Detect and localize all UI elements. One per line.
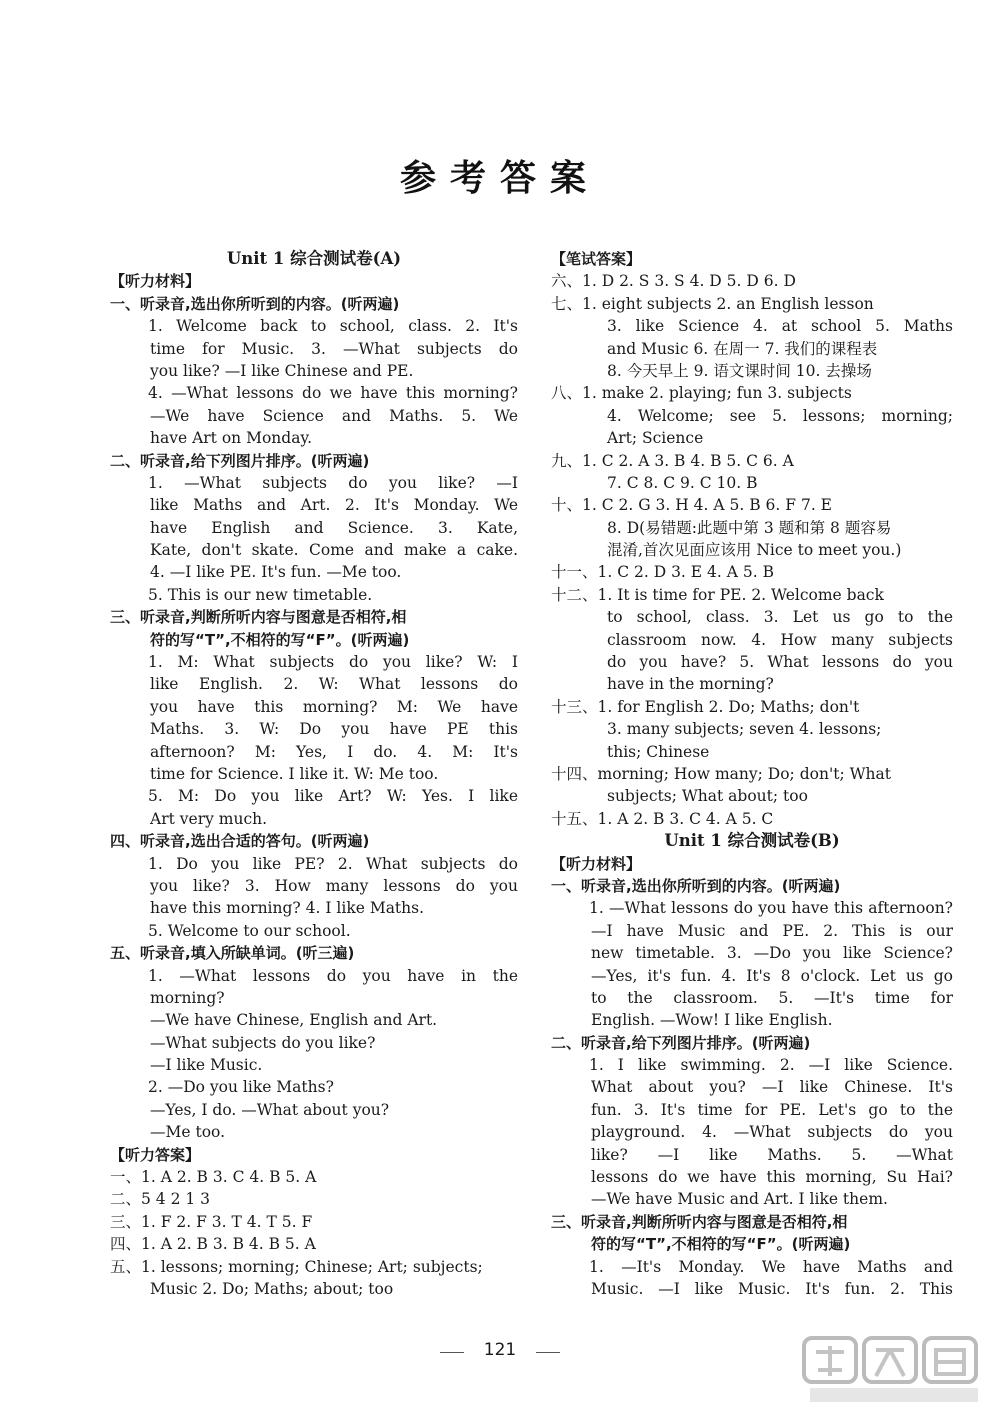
- left-column-line: have English and Science. 3. Kate,: [150, 518, 518, 537]
- right-column-line: 十一、1. C 2. D 3. E 4. A 5. B: [551, 563, 774, 582]
- page-number-dash-right: [536, 1352, 560, 1353]
- left-column-line: Kate, don't skate. Come and make a cake.: [150, 541, 518, 560]
- left-column-line: 1. Welcome back to school, class. 2. It's: [148, 317, 518, 336]
- left-column-line: like Maths and Art. 2. It's Monday. We: [150, 496, 518, 515]
- left-column-line: —Yes, I do. —What about you?: [150, 1100, 390, 1119]
- right-column-line: 十、1. C 2. G 3. H 4. A 5. B 6. F 7. E: [551, 496, 832, 515]
- right-column-line: Music. —I like Music. It's fun. 2. This: [591, 1279, 953, 1298]
- right-column-line: 7. C 8. C 9. C 10. B: [607, 473, 758, 492]
- right-column-line: have in the morning?: [607, 675, 774, 694]
- left-column-line: 1. —What subjects do you like? —I: [148, 473, 518, 492]
- right-column-line: 二、听录音,给下列图片排序。(听两遍): [551, 1033, 811, 1052]
- left-column-line: afternoon? M: Yes, I do. 4. M: It's: [150, 742, 518, 761]
- left-column-line: you have this morning? M: We have: [150, 697, 518, 716]
- right-column-line: 十五、1. A 2. B 3. C 4. A 5. C: [551, 809, 774, 828]
- watermark-logo-icon: [800, 1330, 988, 1404]
- left-column-line: time for Science. I like it. W: Me too.: [150, 764, 439, 783]
- right-column-line: —Yes, it's fun. 4. It's 8 o'clock. Let us go: [591, 966, 953, 985]
- right-column-line: classroom now. 4. How many subjects: [607, 630, 953, 649]
- left-column-line: —I like Music.: [150, 1056, 263, 1075]
- left-column-line: 三、1. F 2. F 3. T 4. T 5. F: [110, 1212, 313, 1231]
- right-column-line: like? —I like Maths. 5. —What: [591, 1145, 953, 1164]
- left-column-line: 二、听录音,给下列图片排序。(听两遍): [110, 451, 370, 470]
- left-column-line: 二、5 4 2 1 3: [110, 1190, 211, 1209]
- right-column-line: 1. —What lessons do you have this afternoon?: [589, 899, 953, 918]
- left-column-line: Unit 1 综合测试卷(A): [226, 249, 402, 268]
- right-column-line: do you have? 5. What lessons do you: [607, 653, 953, 672]
- left-column-line: Music 2. Do; Maths; about; too: [150, 1279, 394, 1298]
- right-column-line: to school, class. 3. Let us go to the: [607, 608, 953, 627]
- right-column-line: Unit 1 综合测试卷(B): [664, 831, 840, 851]
- page-title: 参考答案: [399, 157, 600, 199]
- right-column-line: 八、1. make 2. playing; fun 3. subjects: [551, 384, 852, 403]
- left-column-line: 1. —What lessons do you have in the: [148, 966, 518, 985]
- left-column-line: 4. —What lessons do we have this morning?: [148, 384, 518, 403]
- left-column-line: 1. Do you like PE? 2. What subjects do: [148, 854, 518, 873]
- left-column-line: —Me too.: [150, 1123, 226, 1142]
- right-column-line: 十四、morning; How many; Do; don't; What: [551, 764, 891, 783]
- right-column-line: playground. 4. —What subjects do you: [591, 1123, 953, 1142]
- right-column-line: 六、1. D 2. S 3. S 4. D 5. D 6. D: [551, 272, 796, 291]
- left-column-line: —We have Chinese, English and Art.: [150, 1011, 438, 1030]
- right-column-line: fun. 3. It's time for PE. Let's go to the: [591, 1100, 953, 1119]
- left-column-line: you like? —I like Chinese and PE.: [150, 361, 414, 380]
- right-column-line: 十三、1. for English 2. Do; Maths; don't: [551, 697, 860, 716]
- right-column-line: 3. many subjects; seven 4. lessons;: [607, 720, 882, 739]
- right-column-line: 九、1. C 2. A 3. B 4. B 5. C 6. A: [551, 451, 794, 470]
- page-number-dash-left: [440, 1352, 464, 1353]
- left-column-line: have this morning? 4. I like Maths.: [150, 899, 425, 918]
- left-column-line: 五、1. lessons; morning; Chinese; Art; subjects;: [110, 1257, 483, 1276]
- right-column-line: 8. 今天早上 9. 语文课时间 10. 去操场: [607, 361, 872, 380]
- left-column-line: 符的写“T”,不相符的写“F”。(听两遍): [150, 630, 410, 649]
- right-column-line: lessons do we have this morning, Su Hai?: [591, 1168, 953, 1187]
- right-column-line: 一、听录音,选出你所听到的内容。(听两遍): [551, 876, 841, 895]
- right-column-line: to the classroom. 5. —It's time for: [591, 988, 953, 1007]
- left-column-line: —We have Science and Maths. 5. We: [150, 406, 518, 425]
- right-column-line: 符的写“T”,不相符的写“F”。(听两遍): [591, 1235, 851, 1254]
- right-column-line: 1. I like swimming. 2. —I like Science.: [589, 1056, 953, 1075]
- left-column-line: 一、听录音,选出你所听到的内容。(听两遍): [110, 294, 400, 313]
- left-column-line: you like? 3. How many lessons do you: [150, 876, 518, 895]
- right-column-line: 七、1. eight subjects 2. an English lesson: [551, 294, 874, 313]
- watermark-logo: [800, 1330, 988, 1404]
- left-column-line: 4. —I like PE. It's fun. —Me too.: [150, 563, 402, 582]
- left-column-line: morning?: [150, 988, 225, 1007]
- left-column-line: 5. Welcome to our school.: [148, 921, 351, 940]
- right-column-line: 【笔试答案】: [551, 250, 642, 268]
- left-column-line: 【听力材料】: [110, 272, 201, 291]
- right-column-line: 十二、1. It is time for PE. 2. Welcome back: [551, 585, 884, 604]
- right-column-line: 【听力材料】: [551, 854, 642, 873]
- left-column-line: 5. This is our new timetable.: [148, 585, 373, 604]
- right-column-line: —We have Music and Art. I like them.: [591, 1190, 888, 1209]
- left-column-line: 四、听录音,选出合适的答句。(听两遍): [110, 832, 370, 851]
- right-column-line: this; Chinese: [607, 742, 710, 761]
- left-column-line: 5. M: Do you like Art? W: Yes. I like: [148, 787, 518, 806]
- right-column-line: Art; Science: [607, 429, 704, 448]
- right-column: [551, 248, 953, 1300]
- left-column-line: 五、听录音,填入所缺单词。(听三遍): [110, 944, 355, 963]
- left-column-line: 【听力答案】: [110, 1145, 201, 1164]
- left-column: [110, 248, 518, 1300]
- right-column-line: 1. —It's Monday. We have Maths and: [589, 1257, 953, 1276]
- right-column-line: new timetable. 3. —Do you like Science?: [591, 944, 953, 963]
- left-column-line: —What subjects do you like?: [150, 1033, 376, 1052]
- right-column-line: subjects; What about; too: [607, 787, 808, 806]
- right-column-line: English. —Wow! I like English.: [591, 1011, 833, 1030]
- left-column-line: time for Music. 3. —What subjects do: [150, 339, 518, 358]
- left-column-line: 1. M: What subjects do you like? W: I: [148, 653, 518, 672]
- page-number: 121: [483, 1340, 517, 1360]
- right-column-line: and Music 6. 在周一 7. 我们的课程表: [607, 339, 878, 358]
- right-column-line: What about you? —I like Chinese. It's: [591, 1078, 953, 1097]
- right-column-line: 8. D(易错题:此题中第 3 题和第 8 题容易: [607, 518, 892, 537]
- right-column-line: 混淆,首次见面应该用 Nice to meet you.): [607, 541, 902, 560]
- left-column-line: Maths. 3. W: Do you have PE this: [150, 720, 518, 739]
- left-column-line: Art very much.: [150, 809, 268, 828]
- left-column-line: have Art on Monday.: [150, 429, 313, 448]
- left-column-line: like English. 2. W: What lessons do: [150, 675, 518, 694]
- left-column-line: 一、1. A 2. B 3. C 4. B 5. A: [110, 1168, 317, 1187]
- left-column-line: 2. —Do you like Maths?: [148, 1078, 334, 1097]
- right-column-line: —I have Music and PE. 2. This is our: [591, 921, 953, 940]
- right-column-line: 3. like Science 4. at school 5. Maths: [607, 317, 953, 336]
- right-column-line: 4. Welcome; see 5. lessons; morning;: [607, 406, 953, 425]
- right-column-line: 三、听录音,判断所听内容与图意是否相符,相: [551, 1212, 848, 1231]
- left-column-line: 三、听录音,判断所听内容与图意是否相符,相: [110, 608, 407, 627]
- left-column-line: 四、1. A 2. B 3. B 4. B 5. A: [110, 1235, 316, 1254]
